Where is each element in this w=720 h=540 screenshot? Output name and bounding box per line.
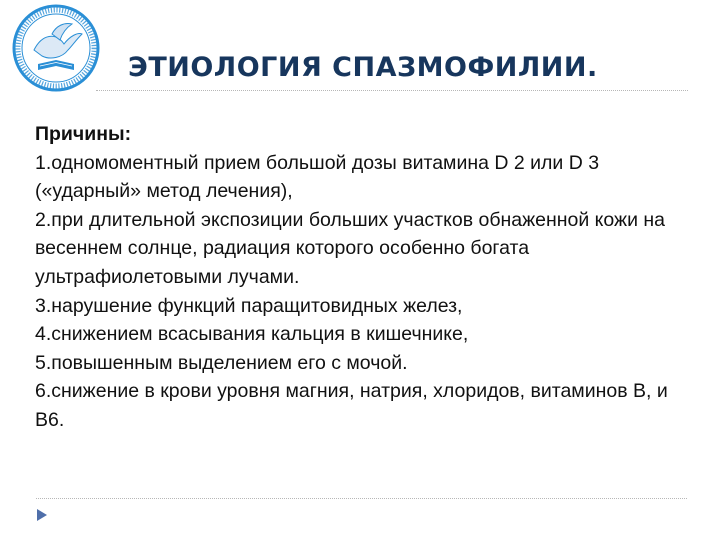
cause-item-6: 6.снижение в крови уровня магния, натрия, хлоридов, витаминов B, и B6. xyxy=(35,380,668,431)
cause-item-2: 2.при длительной экспозиции больших участков обнаженной кожи на весеннем солнце, радиация которого особенно богата ультрафиолетовыми лучами. xyxy=(35,208,666,288)
cause-item-5: 5.повышенным выделением его с мочой. xyxy=(35,351,408,374)
triangle-right-icon xyxy=(36,508,48,522)
causes-heading: Причины: xyxy=(35,123,132,145)
slide-title-period: . xyxy=(586,52,598,83)
footer-divider xyxy=(36,498,687,499)
university-logo xyxy=(12,4,100,92)
slide-title xyxy=(128,48,598,88)
cause-item-3: 3.нарушение функций паращитовидных желез, xyxy=(35,294,463,317)
slide-body xyxy=(35,120,700,435)
slide-title-text: ЭТИОЛОГИЯ СПАЗМОФИЛИИ xyxy=(128,52,587,83)
header-divider xyxy=(96,90,688,91)
cause-item-1: 1.одномоментный прием большой дозы витамина D 2 или D 3 («ударный» метод лечения), xyxy=(35,151,600,203)
cause-item-4: 4.снижением всасывания кальция в кишечнике, xyxy=(35,323,469,346)
